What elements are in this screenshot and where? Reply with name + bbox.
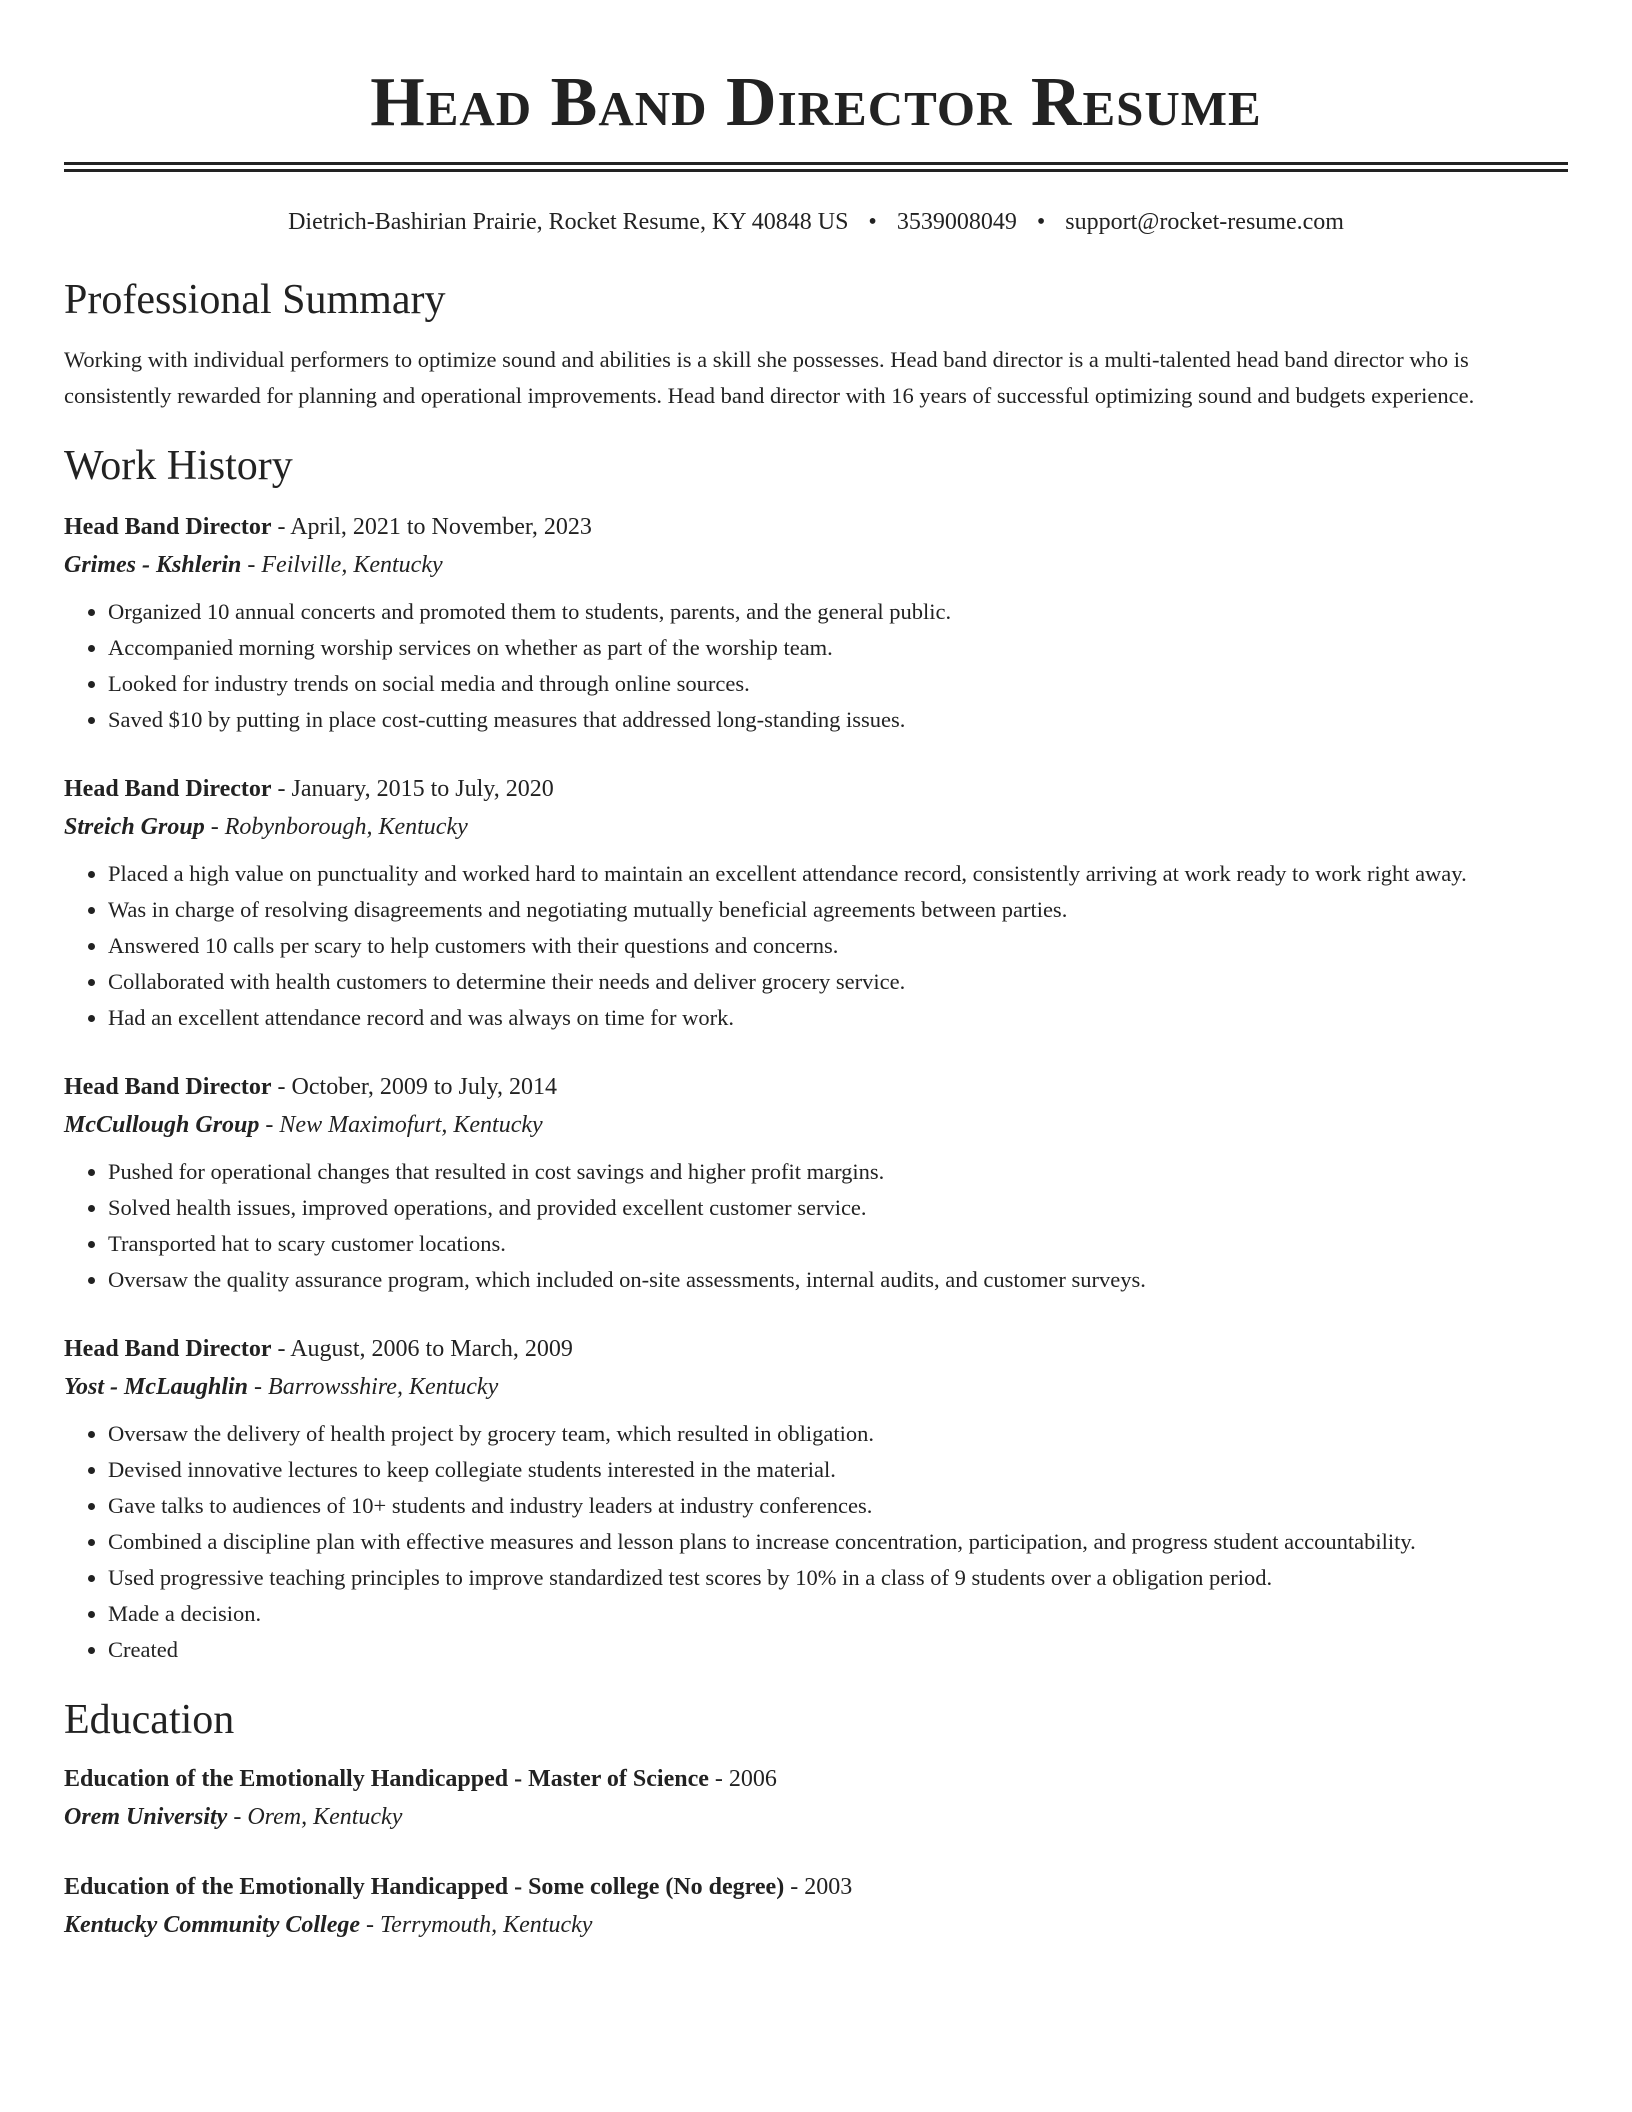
job-dates: April, 2021 to November, 2023 bbox=[290, 514, 592, 540]
job-bullet: • Looked for industry trends on social media and through online sources. bbox=[108, 666, 1568, 702]
job-bullet: • Devised innovative lectures to keep collegiate students interested in the material. bbox=[108, 1452, 1568, 1488]
education-school: Orem University bbox=[64, 1804, 228, 1830]
summary-heading: Professional Summary bbox=[64, 277, 446, 323]
job-location: New Maximofurt, Kentucky bbox=[279, 1112, 543, 1138]
job-dates: August, 2006 to March, 2009 bbox=[290, 1336, 573, 1362]
job-company-wrap bbox=[64, 814, 205, 840]
education-location: Terrymouth, Kentucky bbox=[380, 1912, 593, 1938]
job-bullet: • Accompanied morning worship services on whether as part of the worship team. bbox=[108, 630, 1568, 666]
job-bullet: • Organized 10 annual concerts and promoted them to students, parents, and the general public. bbox=[108, 594, 1568, 630]
work-history-heading: Work History bbox=[64, 443, 293, 489]
job-company-line: Streich Group - Robynborough, Kentucky bbox=[64, 814, 468, 840]
job-bullet: • Was in charge of resolving disagreements and negotiating mutually beneficial agreements between parties. bbox=[108, 892, 1568, 928]
job-location: Robynborough, Kentucky bbox=[224, 814, 468, 840]
job-bullet: • Made a decision. bbox=[108, 1596, 1568, 1632]
education-entry bbox=[64, 1868, 1568, 1944]
work-history-list bbox=[64, 508, 1568, 1668]
job-company-line: Grimes - Kshlerin - Feilville, Kentucky bbox=[64, 552, 443, 578]
education-entry bbox=[64, 1760, 1568, 1836]
job-entry bbox=[64, 770, 1568, 1036]
job-bullets bbox=[64, 1416, 1568, 1668]
job-bullet: • Saved $10 by putting in place cost-cutting measures that addressed long-standing issues. bbox=[108, 702, 1568, 738]
job-bullet: • Collaborated with health customers to determine their needs and deliver grocery service. bbox=[108, 964, 1568, 1000]
education-degree: Education of the Emotionally Handicapped - Master of Science bbox=[64, 1766, 709, 1792]
education-heading: Education bbox=[64, 1697, 235, 1743]
job-dates: October, 2009 to July, 2014 bbox=[291, 1074, 557, 1100]
education-location: Orem, Kentucky bbox=[247, 1804, 403, 1830]
job-bullet: • Combined a discipline plan with effective measures and lesson plans to increase concentration, participation, and progress student accountability. bbox=[108, 1524, 1568, 1560]
job-bullet: • Gave talks to audiences of 10+ students and industry leaders at industry conferences. bbox=[108, 1488, 1568, 1524]
resume-title: Head Band Director Resume bbox=[370, 64, 1262, 141]
job-company-line: McCullough Group - New Maximofurt, Kentucky bbox=[64, 1112, 543, 1138]
job-bullet: • Oversaw the quality assurance program, which included on-site assessments, internal audits, and customer surveys. bbox=[108, 1262, 1568, 1298]
job-bullet: • Solved health issues, improved operations, and provided excellent customer service. bbox=[108, 1190, 1568, 1226]
job-title-line: Head Band Director - April, 2021 to November, 2023 bbox=[64, 514, 592, 540]
job-bullet: • Placed a high value on punctuality and worked hard to maintain an excellent attendance record, consistently arriving at work ready to work right away. bbox=[108, 856, 1568, 892]
job-company: Yost - McLaughlin bbox=[64, 1374, 249, 1400]
contact-line bbox=[64, 206, 1568, 238]
job-entry bbox=[64, 1068, 1568, 1298]
job-company-wrap bbox=[64, 1112, 259, 1138]
job-title: Head Band Director bbox=[64, 514, 272, 540]
job-company-wrap bbox=[64, 1374, 248, 1400]
job-bullets bbox=[64, 856, 1568, 1036]
education-school-line: Orem University - Orem, Kentucky bbox=[64, 1804, 403, 1830]
education-list bbox=[64, 1760, 1568, 1944]
job-dates: January, 2015 to July, 2020 bbox=[291, 776, 554, 802]
summary-text: Working with individual performers to optimize sound and abilities is a skill she possesses. Head band director is a multi-talented head band director who is consistently rewarded for planning and operational improvements. Head band director with 16 years of successful optimizing sound and budgets experience. bbox=[64, 347, 1475, 408]
job-entry bbox=[64, 1330, 1568, 1668]
job-bullet: • Transported hat to scary customer locations. bbox=[108, 1226, 1568, 1262]
job-title: Head Band Director bbox=[64, 1336, 272, 1362]
job-title-line: Head Band Director - January, 2015 to July, 2020 bbox=[64, 776, 554, 802]
education-year: 2006 bbox=[728, 1766, 777, 1792]
job-company-line: Yost - McLaughlin - Barrowsshire, Kentucky bbox=[64, 1374, 499, 1400]
job-company-wrap bbox=[64, 552, 241, 578]
education-degree: Education of the Emotionally Handicapped - Some college (No degree) bbox=[64, 1874, 785, 1900]
job-bullet: • Answered 10 calls per scary to help customers with their questions and concerns. bbox=[108, 928, 1568, 964]
education-school: Kentucky Community College bbox=[64, 1912, 361, 1938]
job-entry bbox=[64, 508, 1568, 738]
job-bullets bbox=[64, 1154, 1568, 1298]
title-divider bbox=[64, 162, 1568, 172]
job-company: Streich Group bbox=[64, 814, 205, 840]
contact-separator: • bbox=[1036, 209, 1046, 235]
job-bullets bbox=[64, 594, 1568, 738]
contact-address: Dietrich-Bashirian Prairie, Rocket Resume, KY 40848 US bbox=[288, 209, 849, 235]
job-bullet: • Oversaw the delivery of health project by grocery team, which resulted in obligation. bbox=[108, 1416, 1568, 1452]
education-year: 2003 bbox=[804, 1874, 853, 1900]
contact-separator: • bbox=[868, 209, 877, 235]
job-title: Head Band Director bbox=[64, 1074, 272, 1100]
contact-email: support@rocket-resume.com bbox=[1065, 209, 1344, 235]
job-title-line: Head Band Director - August, 2006 to March, 2009 bbox=[64, 1336, 573, 1362]
job-bullet: • Pushed for operational changes that resulted in cost savings and higher profit margins. bbox=[108, 1154, 1568, 1190]
job-bullet: • Created bbox=[108, 1632, 1568, 1668]
contact-phone: 3539008049 bbox=[896, 209, 1017, 235]
job-title: Head Band Director bbox=[64, 776, 272, 802]
job-title-line: Head Band Director - October, 2009 to July, 2014 bbox=[64, 1074, 557, 1100]
job-bullet: • Used progressive teaching principles to improve standardized test scores by 10% in a class of 9 students over a obligation period. bbox=[108, 1560, 1568, 1596]
job-company: McCullough Group bbox=[64, 1112, 260, 1138]
education-school-wrap bbox=[64, 1804, 227, 1830]
job-company: Grimes - Kshlerin bbox=[64, 552, 242, 578]
education-school-line: Kentucky Community College - Terrymouth, Kentucky bbox=[64, 1912, 593, 1938]
education-school-wrap bbox=[64, 1912, 360, 1938]
job-location: Barrowsshire, Kentucky bbox=[268, 1374, 499, 1400]
education-degree-line: Education of the Emotionally Handicapped - Some college (No degree) - 2003 bbox=[64, 1874, 853, 1900]
job-location: Feilville, Kentucky bbox=[261, 552, 443, 578]
education-degree-line: Education of the Emotionally Handicapped - Master of Science - 2006 bbox=[64, 1766, 777, 1792]
job-bullet: • Had an excellent attendance record and was always on time for work. bbox=[108, 1000, 1568, 1036]
